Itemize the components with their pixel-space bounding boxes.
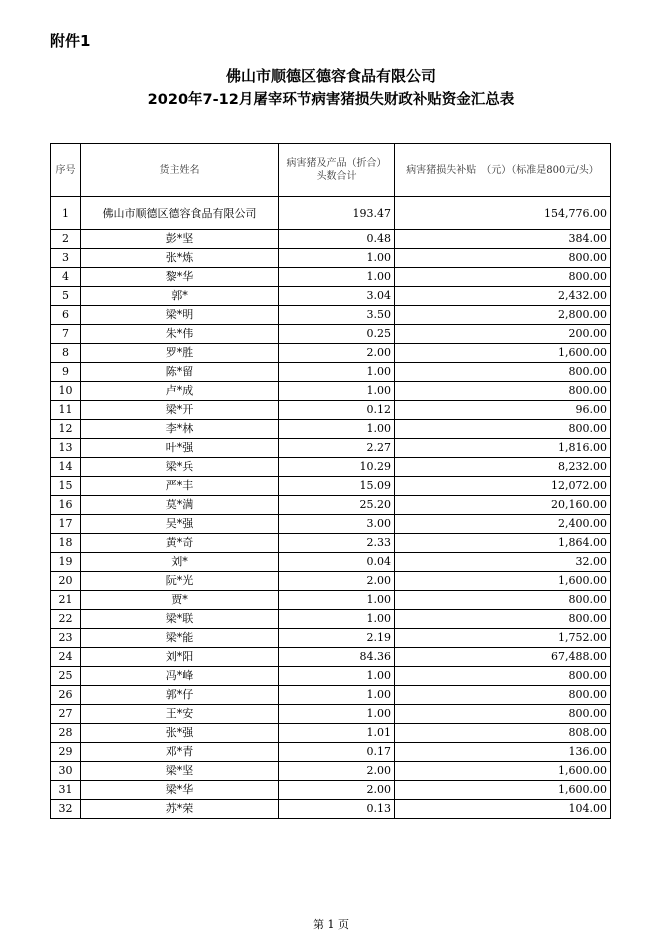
row-amount: 67,488.00 xyxy=(395,648,611,667)
row-owner-name: 佛山市顺德区德容食品有限公司 xyxy=(81,197,279,230)
table-row xyxy=(51,743,611,762)
row-amount: 800.00 xyxy=(395,667,611,686)
row-index: 6 xyxy=(51,306,81,325)
table-row xyxy=(51,686,611,705)
company-title: 佛山市顺德区德容食品有限公司 xyxy=(225,67,436,85)
row-heads: 1.00 xyxy=(279,382,395,401)
row-heads: 1.00 xyxy=(279,249,395,268)
row-amount: 800.00 xyxy=(395,591,611,610)
row-owner-name: 贾* xyxy=(81,591,279,610)
row-amount: 1,600.00 xyxy=(395,762,611,781)
row-amount: 200.00 xyxy=(395,325,611,344)
row-owner-name: 彭*坚 xyxy=(81,230,279,249)
row-amount: 1,600.00 xyxy=(395,344,611,363)
row-amount: 2,800.00 xyxy=(395,306,611,325)
table-row xyxy=(51,667,611,686)
row-index: 2 xyxy=(51,230,81,249)
row-amount: 1,600.00 xyxy=(395,781,611,800)
table-row xyxy=(51,287,611,306)
row-index: 14 xyxy=(51,458,81,477)
table-row xyxy=(51,477,611,496)
row-owner-name: 阮*光 xyxy=(81,572,279,591)
row-index: 9 xyxy=(51,363,81,382)
table-row xyxy=(51,363,611,382)
row-index: 27 xyxy=(51,705,81,724)
table-row xyxy=(51,249,611,268)
row-index: 10 xyxy=(51,382,81,401)
row-heads: 2.19 xyxy=(279,629,395,648)
row-index: 7 xyxy=(51,325,81,344)
row-amount: 32.00 xyxy=(395,553,611,572)
row-heads: 15.09 xyxy=(279,477,395,496)
row-owner-name: 卢*成 xyxy=(81,382,279,401)
row-amount: 2,400.00 xyxy=(395,515,611,534)
row-amount: 800.00 xyxy=(395,686,611,705)
row-heads: 2.33 xyxy=(279,534,395,553)
row-owner-name: 冯*峰 xyxy=(81,667,279,686)
row-heads: 0.25 xyxy=(279,325,395,344)
row-owner-name: 严*丰 xyxy=(81,477,279,496)
row-amount: 1,864.00 xyxy=(395,534,611,553)
report-title: 2020年7-12月屠宰环节病害猪损失财政补贴资金汇总表 xyxy=(147,92,515,108)
row-heads: 0.17 xyxy=(279,743,395,762)
row-heads: 1.01 xyxy=(279,724,395,743)
row-index: 24 xyxy=(51,648,81,667)
row-owner-name: 吴*强 xyxy=(81,515,279,534)
row-owner-name: 王*安 xyxy=(81,705,279,724)
table-row xyxy=(51,420,611,439)
row-heads: 1.00 xyxy=(279,268,395,287)
header-index: 序号 xyxy=(51,144,81,197)
row-heads: 2.00 xyxy=(279,762,395,781)
table-row xyxy=(51,762,611,781)
row-index: 8 xyxy=(51,344,81,363)
row-amount: 12,072.00 xyxy=(395,477,611,496)
table-row xyxy=(51,496,611,515)
row-index: 13 xyxy=(51,439,81,458)
row-heads: 1.00 xyxy=(279,610,395,629)
row-owner-name: 梁*明 xyxy=(81,306,279,325)
row-owner-name: 朱*伟 xyxy=(81,325,279,344)
attachment-label: 附件1 xyxy=(50,32,91,50)
table-row xyxy=(51,268,611,287)
row-heads: 0.12 xyxy=(279,401,395,420)
row-owner-name: 叶*强 xyxy=(81,439,279,458)
row-owner-name: 梁*能 xyxy=(81,629,279,648)
row-heads: 1.00 xyxy=(279,591,395,610)
row-index: 23 xyxy=(51,629,81,648)
row-amount: 1,816.00 xyxy=(395,439,611,458)
table-row xyxy=(51,401,611,420)
row-heads: 0.04 xyxy=(279,553,395,572)
row-owner-name: 莫*满 xyxy=(81,496,279,515)
row-owner-name: 张*炼 xyxy=(81,249,279,268)
row-amount: 96.00 xyxy=(395,401,611,420)
row-owner-name: 李*林 xyxy=(81,420,279,439)
row-index: 5 xyxy=(51,287,81,306)
row-index: 16 xyxy=(51,496,81,515)
table-row xyxy=(51,382,611,401)
row-heads: 0.48 xyxy=(279,230,395,249)
row-owner-name: 张*强 xyxy=(81,724,279,743)
table-row xyxy=(51,648,611,667)
row-index: 4 xyxy=(51,268,81,287)
row-heads: 10.29 xyxy=(279,458,395,477)
row-owner-name: 梁*兵 xyxy=(81,458,279,477)
row-amount: 1,600.00 xyxy=(395,572,611,591)
row-index: 31 xyxy=(51,781,81,800)
row-index: 17 xyxy=(51,515,81,534)
row-index: 18 xyxy=(51,534,81,553)
row-owner-name: 黄*奇 xyxy=(81,534,279,553)
table-row xyxy=(51,197,611,230)
row-owner-name: 邓*青 xyxy=(81,743,279,762)
row-heads: 3.00 xyxy=(279,515,395,534)
row-owner-name: 郭*仔 xyxy=(81,686,279,705)
row-amount: 8,232.00 xyxy=(395,458,611,477)
table-row xyxy=(51,534,611,553)
row-heads: 3.04 xyxy=(279,287,395,306)
row-amount: 800.00 xyxy=(395,249,611,268)
row-index: 21 xyxy=(51,591,81,610)
row-amount: 800.00 xyxy=(395,363,611,382)
row-owner-name: 刘*阳 xyxy=(81,648,279,667)
row-index: 15 xyxy=(51,477,81,496)
subsidy-table xyxy=(50,143,611,819)
table-row xyxy=(51,458,611,477)
row-amount: 800.00 xyxy=(395,382,611,401)
page-footer: 第 1 页 xyxy=(313,918,349,931)
table-row xyxy=(51,325,611,344)
table-row xyxy=(51,705,611,724)
table-row xyxy=(51,629,611,648)
table-row xyxy=(51,306,611,325)
row-heads: 1.00 xyxy=(279,705,395,724)
table-row xyxy=(51,553,611,572)
header-owner: 货主姓名 xyxy=(81,144,279,197)
table-row xyxy=(51,572,611,591)
row-amount: 20,160.00 xyxy=(395,496,611,515)
row-heads: 3.50 xyxy=(279,306,395,325)
table-row xyxy=(51,230,611,249)
row-heads: 25.20 xyxy=(279,496,395,515)
row-index: 26 xyxy=(51,686,81,705)
table-row xyxy=(51,591,611,610)
row-amount: 1,752.00 xyxy=(395,629,611,648)
table-row xyxy=(51,344,611,363)
row-heads: 84.36 xyxy=(279,648,395,667)
row-owner-name: 梁*联 xyxy=(81,610,279,629)
table-row xyxy=(51,781,611,800)
row-heads: 1.00 xyxy=(279,667,395,686)
row-amount: 384.00 xyxy=(395,230,611,249)
row-amount: 800.00 xyxy=(395,705,611,724)
row-heads: 1.00 xyxy=(279,686,395,705)
row-amount: 808.00 xyxy=(395,724,611,743)
row-owner-name: 陈*留 xyxy=(81,363,279,382)
table-row xyxy=(51,800,611,819)
header-heads: 病害猪及产品（折合）头数合计 xyxy=(279,144,395,197)
table-row xyxy=(51,515,611,534)
row-amount: 136.00 xyxy=(395,743,611,762)
table-row xyxy=(51,724,611,743)
row-owner-name: 刘* xyxy=(81,553,279,572)
row-heads: 2.00 xyxy=(279,572,395,591)
row-amount: 800.00 xyxy=(395,420,611,439)
row-owner-name: 苏*荣 xyxy=(81,800,279,819)
row-heads: 193.47 xyxy=(279,197,395,230)
row-owner-name: 黎*华 xyxy=(81,268,279,287)
row-index: 28 xyxy=(51,724,81,743)
table-row xyxy=(51,439,611,458)
row-index: 25 xyxy=(51,667,81,686)
row-index: 19 xyxy=(51,553,81,572)
table-row xyxy=(51,610,611,629)
row-heads: 0.13 xyxy=(279,800,395,819)
row-owner-name: 梁*坚 xyxy=(81,762,279,781)
table-header-row xyxy=(51,144,611,197)
header-subsidy: 病害猪损失补贴 （元）（标准是800元/头） xyxy=(395,144,611,197)
row-heads: 2.27 xyxy=(279,439,395,458)
row-amount: 800.00 xyxy=(395,268,611,287)
row-heads: 1.00 xyxy=(279,420,395,439)
row-index: 30 xyxy=(51,762,81,781)
row-owner-name: 梁*开 xyxy=(81,401,279,420)
row-heads: 2.00 xyxy=(279,781,395,800)
row-heads: 2.00 xyxy=(279,344,395,363)
row-owner-name: 梁*华 xyxy=(81,781,279,800)
row-index: 20 xyxy=(51,572,81,591)
row-amount: 104.00 xyxy=(395,800,611,819)
row-amount: 154,776.00 xyxy=(395,197,611,230)
row-index: 1 xyxy=(51,197,81,230)
row-owner-name: 郭* xyxy=(81,287,279,306)
row-heads: 1.00 xyxy=(279,363,395,382)
row-index: 12 xyxy=(51,420,81,439)
row-index: 32 xyxy=(51,800,81,819)
row-index: 11 xyxy=(51,401,81,420)
row-amount: 2,432.00 xyxy=(395,287,611,306)
row-index: 22 xyxy=(51,610,81,629)
row-owner-name: 罗*胜 xyxy=(81,344,279,363)
row-index: 29 xyxy=(51,743,81,762)
row-index: 3 xyxy=(51,249,81,268)
row-amount: 800.00 xyxy=(395,610,611,629)
